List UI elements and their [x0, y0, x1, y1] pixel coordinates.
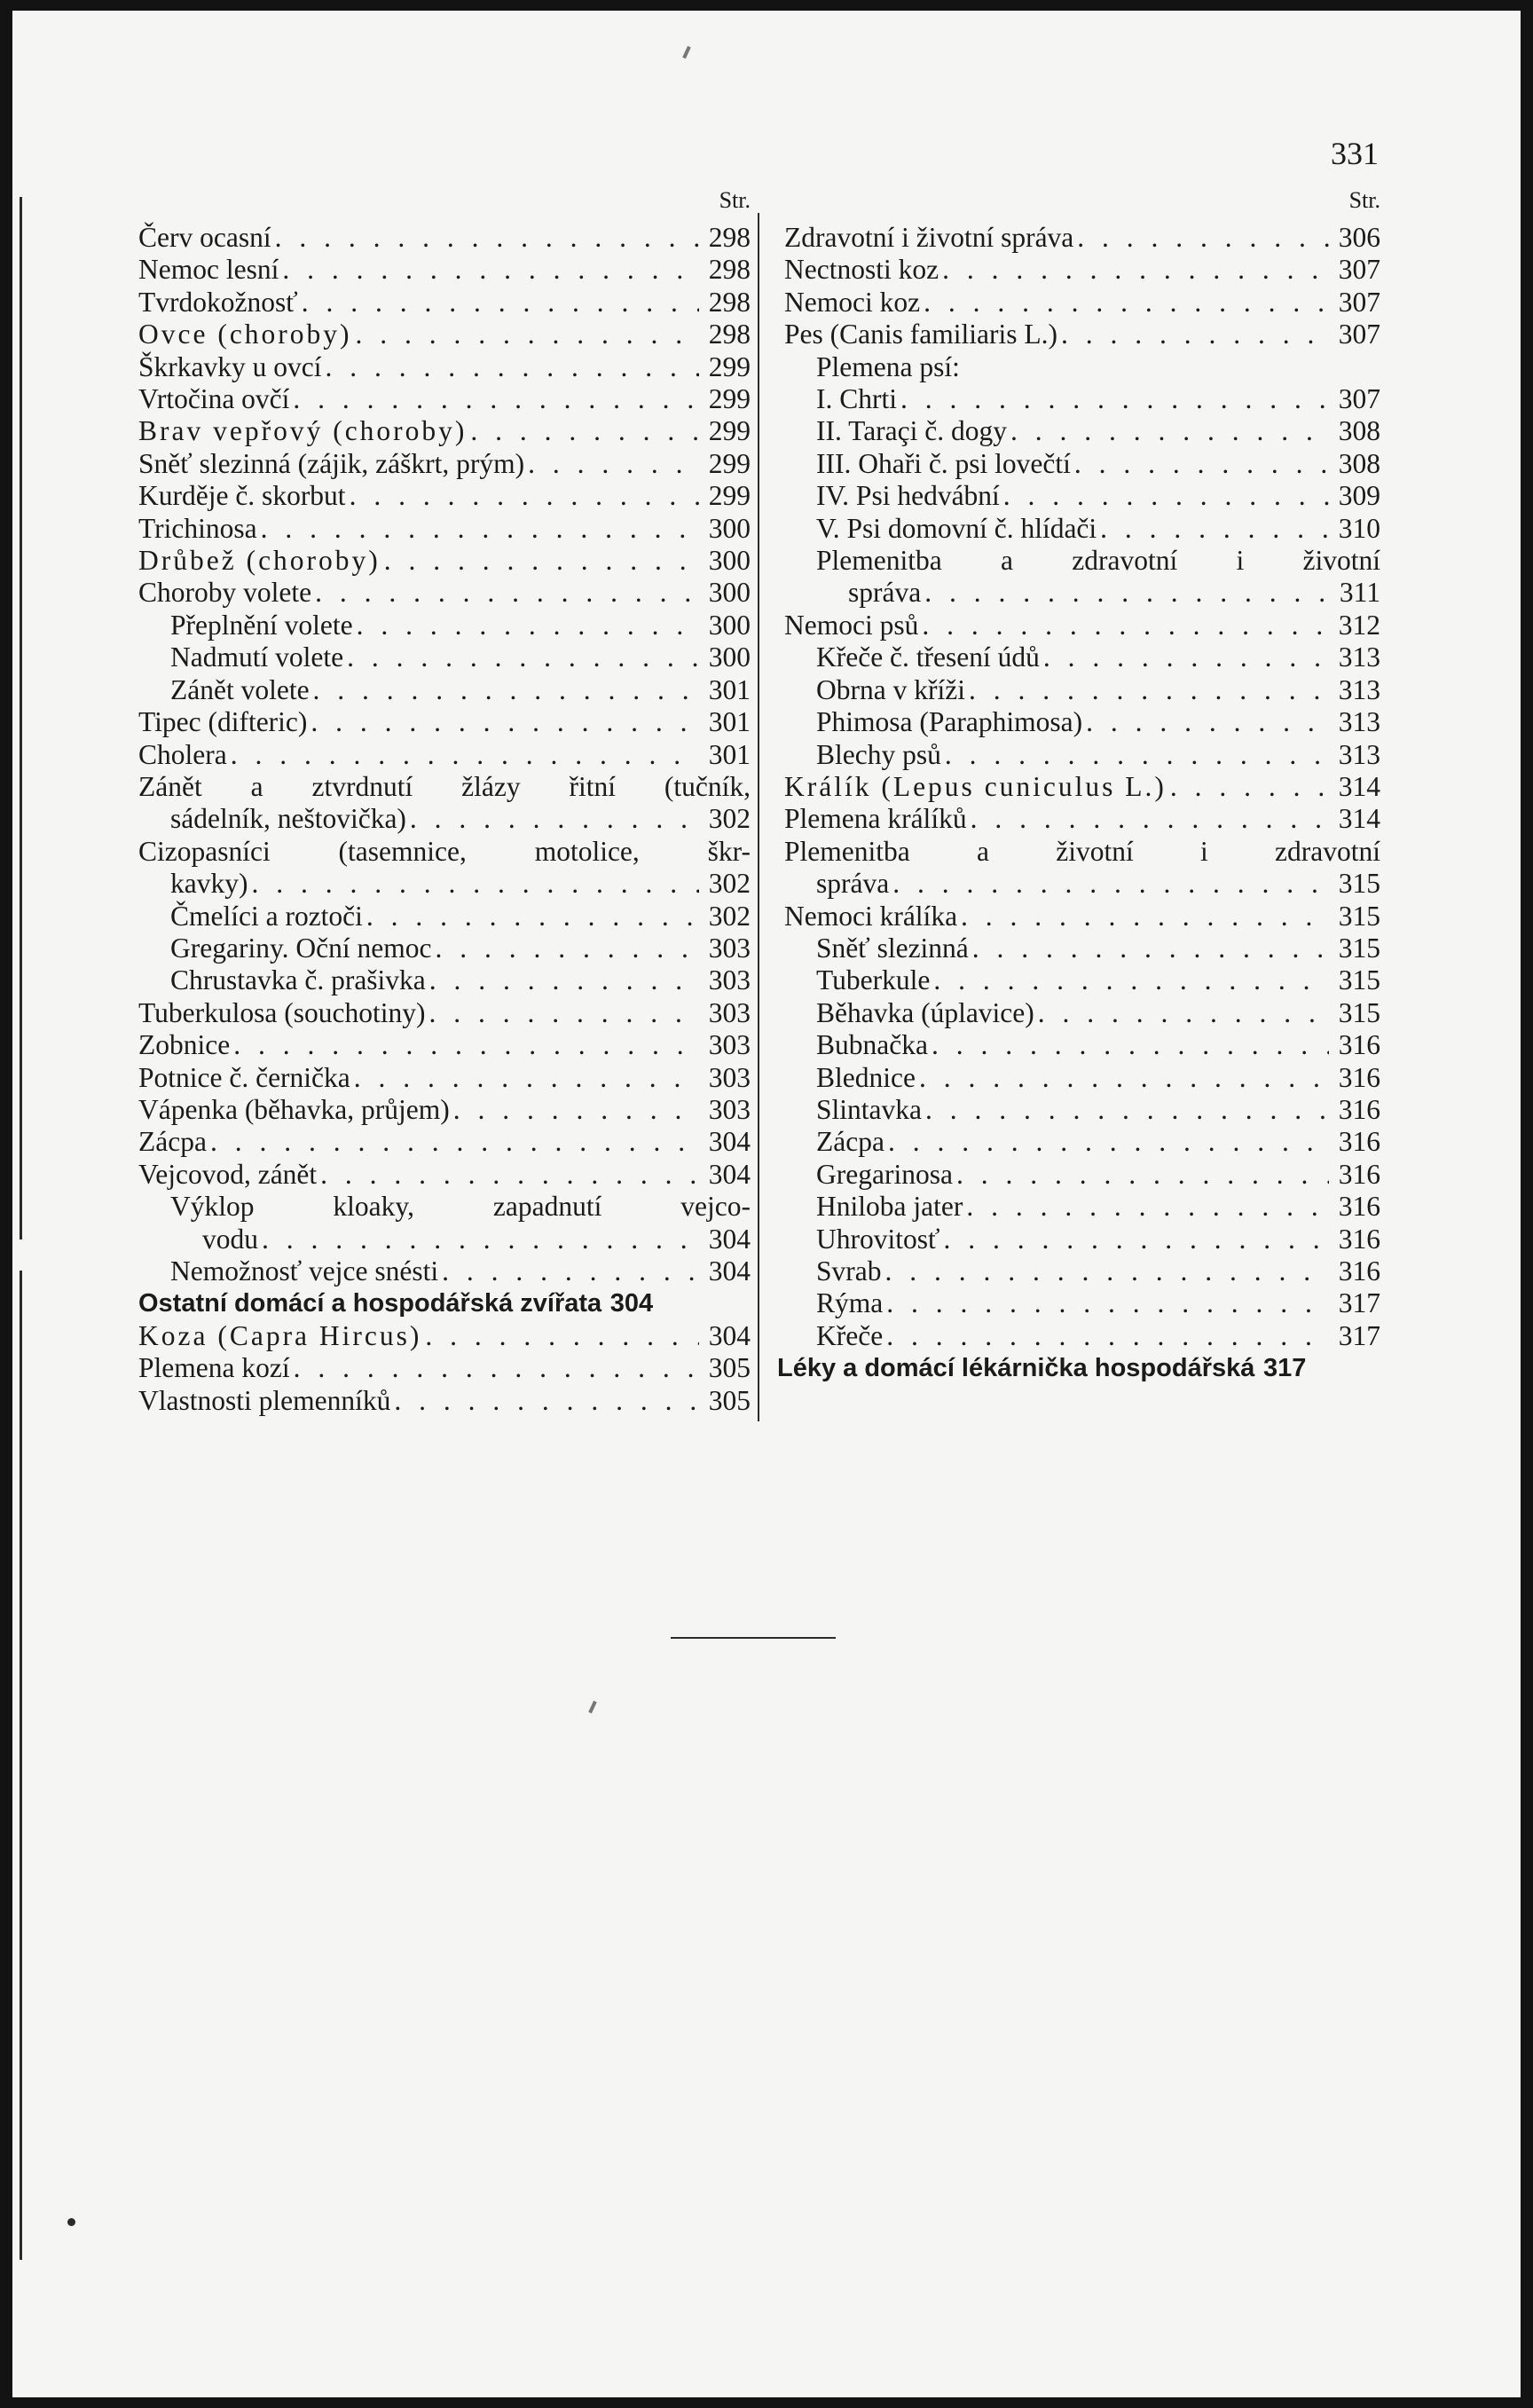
toc-entry-page: 299	[708, 415, 751, 447]
toc-entry-title-line: správa	[848, 577, 922, 609]
leader-dots	[343, 641, 699, 673]
toc-entry	[138, 1029, 751, 1061]
toc-entry-title: Zánět volete	[170, 673, 310, 705]
toc-entry-page: 316	[1338, 1029, 1380, 1061]
toc-left-column	[138, 179, 751, 1417]
toc-entry	[138, 1352, 751, 1384]
toc-entry	[784, 739, 1380, 771]
toc-subheading: Plemena psí:	[816, 350, 960, 382]
toc-entry-page: 302	[708, 900, 751, 932]
toc-entry	[138, 287, 751, 319]
leader-dots	[882, 1255, 1330, 1287]
toc-entry-page: 316	[1338, 1223, 1380, 1255]
toc-entry	[784, 997, 1380, 1029]
leader-dots	[289, 383, 699, 415]
leader-dots	[897, 383, 1329, 415]
toc-entry-title-line: sádelník, neštovička)	[170, 803, 406, 835]
toc-section-heading	[777, 1352, 1380, 1384]
toc-entry	[784, 610, 1380, 641]
leader-dots	[279, 254, 699, 286]
toc-section-heading	[138, 1287, 751, 1319]
toc-entry-title: Vejcovod, zánět	[138, 1158, 318, 1190]
leader-dots	[920, 287, 1329, 319]
toc-entry	[138, 545, 751, 577]
toc-entry	[784, 1320, 1380, 1352]
toc-entry	[784, 319, 1380, 350]
toc-entry-title: Chrustavka č. prašivka	[170, 964, 426, 996]
toc-entry-multiline	[784, 545, 1380, 610]
toc-entry-page: 304	[708, 1255, 751, 1287]
toc-entry	[784, 771, 1380, 803]
toc-entry	[784, 706, 1380, 738]
toc-entry-page: 300	[708, 609, 751, 641]
toc-entry	[138, 868, 751, 900]
toc-entry-page: 302	[708, 868, 751, 900]
leader-dots	[381, 545, 699, 577]
toc-entry-title: Slintavka	[816, 1093, 922, 1125]
toc-entry-page: 316	[1338, 1255, 1380, 1287]
toc-entry-page: 313	[1338, 641, 1380, 673]
binding-edge-line	[20, 1271, 22, 2260]
toc-entry-title: Červ ocasní	[138, 222, 271, 253]
leader-dots	[524, 448, 699, 480]
toc-entry	[138, 997, 751, 1029]
toc-entry-page: 310	[1338, 512, 1380, 544]
toc-entry-page: 303	[708, 932, 751, 964]
page-column-label: Str.	[1348, 187, 1380, 213]
toc-entry-page: 299	[708, 447, 751, 479]
toc-entry-page: 316	[1338, 1093, 1380, 1125]
leader-dots	[969, 933, 1329, 964]
toc-right-column	[777, 179, 1380, 1385]
toc-entry-page: 298	[708, 319, 751, 350]
toc-entry	[138, 803, 751, 835]
toc-entry-title: Křeče č. třesení údů	[816, 641, 1040, 673]
toc-entry	[138, 739, 751, 771]
toc-entry-title: Křeče	[816, 1319, 884, 1351]
toc-entry-page: 313	[1338, 706, 1380, 738]
toc-entry	[138, 351, 751, 383]
toc-entry	[138, 1062, 751, 1094]
toc-entry-page: 299	[708, 350, 751, 382]
leader-dots	[1082, 706, 1329, 738]
book-page	[12, 11, 1521, 2397]
toc-entry-title-line: Zánět a ztvrdnutí žlázy řitní (tučník,	[138, 770, 751, 802]
toc-entry-page: 307	[1338, 286, 1380, 318]
toc-entry-title: Nectnosti koz	[784, 254, 939, 286]
toc-entry	[138, 706, 751, 738]
toc-entry-page: 305	[708, 1352, 751, 1384]
toc-entry-page: 313	[1338, 673, 1380, 705]
leader-dots	[307, 706, 699, 738]
toc-entry-title-line: Výklop kloaky, zapadnutí vejco-	[170, 1191, 751, 1223]
leader-dots	[939, 254, 1329, 286]
toc-entry-page: 315	[1338, 900, 1380, 932]
toc-entry-title-line: Plemenitba a zdravotní i životní	[816, 545, 1380, 577]
toc-entry-page: 315	[1338, 932, 1380, 964]
toc-entry-title: Králík (Lepus cuniculus L.)	[784, 770, 1167, 802]
leader-dots	[438, 1255, 699, 1287]
toc-entry-title: Hniloba jater	[816, 1191, 963, 1223]
toc-entry	[138, 222, 751, 254]
toc-entry-title-line: Cizopasníci (tasemnice, motolice, škr-	[138, 835, 751, 867]
toc-entry	[784, 513, 1380, 545]
leader-dots	[1097, 513, 1329, 545]
toc-entry-title: Ovce (choroby)	[138, 319, 352, 350]
toc-entry	[784, 901, 1380, 933]
toc-entry	[138, 415, 751, 447]
toc-entry-page: 316	[1338, 1126, 1380, 1158]
toc-entry-title: Zácpa	[138, 1126, 207, 1158]
toc-entry	[138, 933, 751, 964]
leader-dots	[350, 1062, 699, 1094]
toc-entry-title-line: Plemenitba a životní i zdravotní	[784, 835, 1380, 867]
toc-entry-title: Ostatní domácí a hospodářská zvířata	[138, 1289, 602, 1318]
toc-entry	[138, 383, 751, 415]
leader-dots	[953, 1159, 1329, 1191]
toc-entry	[784, 1094, 1380, 1126]
toc-entry	[784, 1126, 1380, 1158]
toc-entry-page: 302	[708, 803, 751, 835]
leader-dots	[939, 1224, 1329, 1255]
toc-entry-page: 308	[1338, 447, 1380, 479]
toc-entry-multiline	[784, 836, 1380, 901]
toc-entry-title: Obrna v kříži	[816, 673, 965, 705]
toc-entry-title: Drůbež (choroby)	[138, 545, 381, 577]
leader-dots	[963, 1191, 1329, 1223]
toc-entry-page: 300	[708, 641, 751, 673]
toc-entry-title: Gregarinosa	[816, 1158, 953, 1190]
toc-entry	[784, 1224, 1380, 1255]
toc-entry-page: 313	[1338, 738, 1380, 770]
toc-entry	[138, 513, 751, 545]
toc-entry-page: 301	[708, 673, 751, 705]
leader-dots	[321, 351, 699, 383]
toc-entry-title: Sněť slezinná (zájik, záškrt, prým)	[138, 447, 525, 479]
toc-entry-page: 307	[1338, 319, 1380, 350]
leader-dots	[311, 577, 699, 609]
leader-dots	[290, 1352, 699, 1384]
toc-entry	[138, 1320, 751, 1352]
toc-entry-page: 301	[708, 738, 751, 770]
toc-entry-title: Pes (Canis familiaris L.)	[784, 319, 1057, 350]
toc-entry	[784, 933, 1380, 964]
leader-dots	[390, 1385, 699, 1417]
toc-entry-title: Nemoc lesní	[138, 254, 279, 286]
leader-dots	[1071, 448, 1329, 480]
toc-entry-page: 304	[708, 1223, 751, 1255]
toc-entry-page: 304	[708, 1158, 751, 1190]
toc-entry-title: Blechy psů	[816, 738, 941, 770]
toc-entry-page: 305	[708, 1384, 751, 1416]
toc-entry-title: Kurděje č. skorbut	[138, 480, 346, 512]
toc-entry-page: 298	[708, 286, 751, 318]
toc-entry-page: 312	[1338, 609, 1380, 641]
toc-entry-title: Cholera	[138, 738, 227, 770]
toc-entry-title: Tvrdokožnosť	[138, 286, 298, 318]
leader-dots	[957, 901, 1329, 933]
toc-entry	[784, 287, 1380, 319]
toc-entry-page: 301	[708, 706, 751, 738]
toc-entry	[784, 1255, 1380, 1287]
toc-entry-title: Sněť slezinná	[816, 932, 969, 964]
toc-entry	[138, 610, 751, 641]
toc-entry-page: 311	[1339, 577, 1380, 609]
leader-dots	[889, 868, 1329, 900]
toc-entry-title: Běhavka (úplavice)	[816, 996, 1034, 1028]
toc-entry-title: Brav vepřový (choroby)	[138, 415, 468, 447]
toc-entry-title: Škrkavky u ovcí	[138, 350, 322, 382]
toc-entry	[784, 577, 1380, 609]
ink-speck	[682, 46, 691, 59]
toc-entry	[784, 964, 1380, 996]
toc-entry-title: Trichinosa	[138, 512, 257, 544]
toc-entry-title: Tuberkulosa (souchotiny)	[138, 996, 426, 1028]
toc-entry	[138, 674, 751, 706]
leader-dots	[271, 222, 699, 254]
leader-dots	[258, 1224, 699, 1255]
toc-entry-title: Čmelíci a roztoči	[170, 900, 363, 932]
toc-entry-page: 307	[1338, 383, 1380, 415]
leader-dots	[431, 933, 699, 964]
leader-dots	[298, 287, 699, 319]
leader-dots	[883, 1320, 1329, 1352]
toc-entry	[784, 1062, 1380, 1094]
toc-entry	[784, 1159, 1380, 1191]
toc-entry	[138, 901, 751, 933]
toc-entry	[138, 1094, 751, 1126]
toc-entry-title: Plemena králíků	[784, 803, 967, 835]
leader-dots	[467, 415, 699, 447]
toc-entry	[138, 577, 751, 609]
toc-entry	[784, 868, 1380, 900]
toc-entry-multiline	[138, 836, 751, 901]
leader-dots	[1034, 997, 1329, 1029]
leader-dots	[421, 1320, 699, 1352]
toc-entry-title: Blednice	[816, 1061, 916, 1093]
toc-entry-page: 298	[708, 254, 751, 286]
leader-dots	[450, 1094, 699, 1126]
toc-entry-page: 315	[1338, 868, 1380, 900]
toc-entry-title: II. Taraçi č. dogy	[816, 415, 1007, 447]
leader-dots	[1057, 319, 1329, 350]
toc-entry-page: 309	[1338, 480, 1380, 512]
toc-entry-title: Vlastnosti plemenníků	[138, 1384, 391, 1416]
toc-entry-page: 303	[708, 996, 751, 1028]
end-rule	[671, 1637, 836, 1639]
leader-dots	[928, 1029, 1329, 1061]
toc-entry-page: 316	[1338, 1191, 1380, 1223]
toc-entry-page: 300	[708, 545, 751, 577]
leader-dots	[965, 674, 1329, 706]
toc-entry-title: Nemožnosť vejce snésti	[170, 1255, 439, 1287]
toc-entry-page: 303	[708, 1093, 751, 1125]
toc-entry	[784, 1029, 1380, 1061]
toc-entry	[138, 319, 751, 350]
toc-entry-title: Zdravotní i životní správa	[784, 222, 1074, 253]
ink-dot	[67, 2218, 75, 2226]
leader-dots	[967, 803, 1329, 835]
toc-entry-title-line: správa	[816, 868, 890, 900]
toc-entry-page: 298	[708, 222, 751, 253]
toc-entry-page: 303	[708, 1029, 751, 1061]
toc-entry-title: Tipec (difteric)	[138, 706, 308, 738]
toc-entry	[138, 1224, 751, 1255]
leader-dots	[230, 1029, 699, 1061]
toc-entry	[138, 480, 751, 512]
toc-entry-page: 317	[1338, 1319, 1380, 1351]
toc-entry-page: 315	[1338, 964, 1380, 996]
toc-entry	[138, 641, 751, 673]
leader-dots	[317, 1159, 699, 1191]
toc-entry-title: IV. Psi hedvábní	[816, 480, 1000, 512]
toc-entry-page: 307	[1338, 254, 1380, 286]
toc-entry-title: Gregariny. Oční nemoc	[170, 932, 432, 964]
toc-entry	[784, 674, 1380, 706]
toc-entry-title: Tuberkule	[816, 964, 931, 996]
toc-entry	[138, 1126, 751, 1158]
toc-entry-page: 315	[1338, 996, 1380, 1028]
leader-dots	[1073, 222, 1329, 254]
toc-entry-title: Nemoci psů	[784, 609, 919, 641]
toc-entry	[784, 383, 1380, 415]
toc-entry-title: Koza (Capra Hircus)	[138, 1319, 422, 1351]
toc-entry-title-line: kavky)	[170, 868, 248, 900]
toc-entry-page: 308	[1338, 415, 1380, 447]
toc-entry-page: 317	[1262, 1354, 1307, 1383]
page-column-label: Str.	[719, 187, 751, 213]
toc-entry-title: Přeplnění volete	[170, 609, 353, 641]
toc-entry-title: Bubnačka	[816, 1029, 928, 1061]
toc-entry	[138, 1159, 751, 1191]
toc-entry	[784, 448, 1380, 480]
leader-dots	[922, 1094, 1329, 1126]
toc-entry-title: Uhrovitosť	[816, 1223, 940, 1255]
toc-entry	[784, 254, 1380, 286]
toc-entry-page: 304	[708, 1126, 751, 1158]
toc-entry	[784, 1287, 1380, 1319]
toc-entry-title: Nemoci koz	[784, 286, 921, 318]
leader-dots	[353, 610, 699, 641]
toc-entry-title: Léky a domácí lékárnička hospodářská	[777, 1354, 1255, 1383]
toc-entry-page: 299	[708, 480, 751, 512]
ink-speck	[588, 1701, 597, 1713]
leader-dots	[207, 1126, 699, 1158]
leader-dots	[363, 901, 699, 933]
toc-entry-title: Choroby volete	[138, 577, 312, 609]
leader-dots	[883, 1287, 1329, 1319]
toc-entry-page: 300	[708, 512, 751, 544]
toc-entry-title-line: vodu	[202, 1223, 258, 1255]
toc-entry-page: 300	[708, 577, 751, 609]
leader-dots	[227, 739, 699, 771]
leader-dots	[310, 674, 699, 706]
leader-dots	[352, 319, 699, 350]
toc-entry-title: Vápenka (běhavka, průjem)	[138, 1093, 450, 1125]
toc-entry	[784, 415, 1380, 447]
toc-entry	[138, 254, 751, 286]
leader-dots	[426, 964, 699, 996]
column-divider	[758, 213, 759, 1421]
toc-entry	[138, 964, 751, 996]
toc-entry-title: V. Psi domovní č. hlídači	[816, 512, 1097, 544]
binding-edge-line	[20, 197, 22, 1239]
toc-entry	[784, 222, 1380, 254]
toc-entry-page: 316	[1338, 1158, 1380, 1190]
toc-entry-title: Nemoci králíka	[784, 900, 958, 932]
toc-entry	[784, 641, 1380, 673]
toc-entry	[138, 1385, 751, 1417]
leader-dots	[930, 964, 1329, 996]
toc-entry-page: 303	[708, 1061, 751, 1093]
toc-entry	[138, 448, 751, 480]
leader-dots	[1040, 641, 1329, 673]
leader-dots	[916, 1062, 1329, 1094]
toc-entry	[784, 803, 1380, 835]
toc-entry-title: Phimosa (Paraphimosa)	[816, 706, 1083, 738]
toc-entry-page: 304	[708, 1319, 751, 1351]
leader-dots	[941, 739, 1329, 771]
toc-entry-title: Zácpa	[816, 1126, 884, 1158]
toc-entry-page: 314	[1338, 770, 1380, 802]
toc-entry	[784, 1191, 1380, 1223]
leader-dots	[921, 577, 1329, 609]
toc-entry-page: 316	[1338, 1061, 1380, 1093]
leader-dots	[346, 480, 699, 512]
toc-entry-title: Plemena kozí	[138, 1352, 290, 1384]
leader-dots	[248, 868, 699, 900]
toc-entry-page: 299	[708, 383, 751, 415]
toc-entry-title: Potnice č. černička	[138, 1061, 350, 1093]
toc-entry-page: 304	[609, 1289, 654, 1318]
toc-entry	[138, 1255, 751, 1287]
leader-dots	[1007, 415, 1329, 447]
toc-entry	[784, 480, 1380, 512]
leader-dots	[884, 1126, 1329, 1158]
toc-entry-page: 303	[708, 964, 751, 996]
toc-entry-page: 317	[1338, 1287, 1380, 1319]
toc-entry-title: Zobnice	[138, 1029, 231, 1061]
leader-dots	[425, 997, 699, 1029]
toc-entry-multiline	[138, 771, 751, 836]
toc-entry-title: Vrtočina ovčí	[138, 383, 290, 415]
leader-dots	[406, 803, 699, 835]
toc-entry-page: 306	[1338, 222, 1380, 253]
toc-entry-multiline	[138, 1191, 751, 1255]
leader-dots	[1167, 771, 1329, 803]
toc-entry-page: 314	[1338, 803, 1380, 835]
leader-dots	[257, 513, 699, 545]
toc-entry-title: III. Ohaři č. psi lovečtí	[816, 447, 1071, 479]
toc-entry-title: Nadmutí volete	[170, 641, 344, 673]
leader-dots	[1000, 480, 1329, 512]
leader-dots	[918, 610, 1329, 641]
toc-entry-title: Svrab	[816, 1255, 882, 1287]
page-number: 331	[1331, 136, 1379, 171]
toc-entry-title: Rýma	[816, 1287, 884, 1319]
toc-entry-title: I. Chrti	[816, 383, 897, 415]
